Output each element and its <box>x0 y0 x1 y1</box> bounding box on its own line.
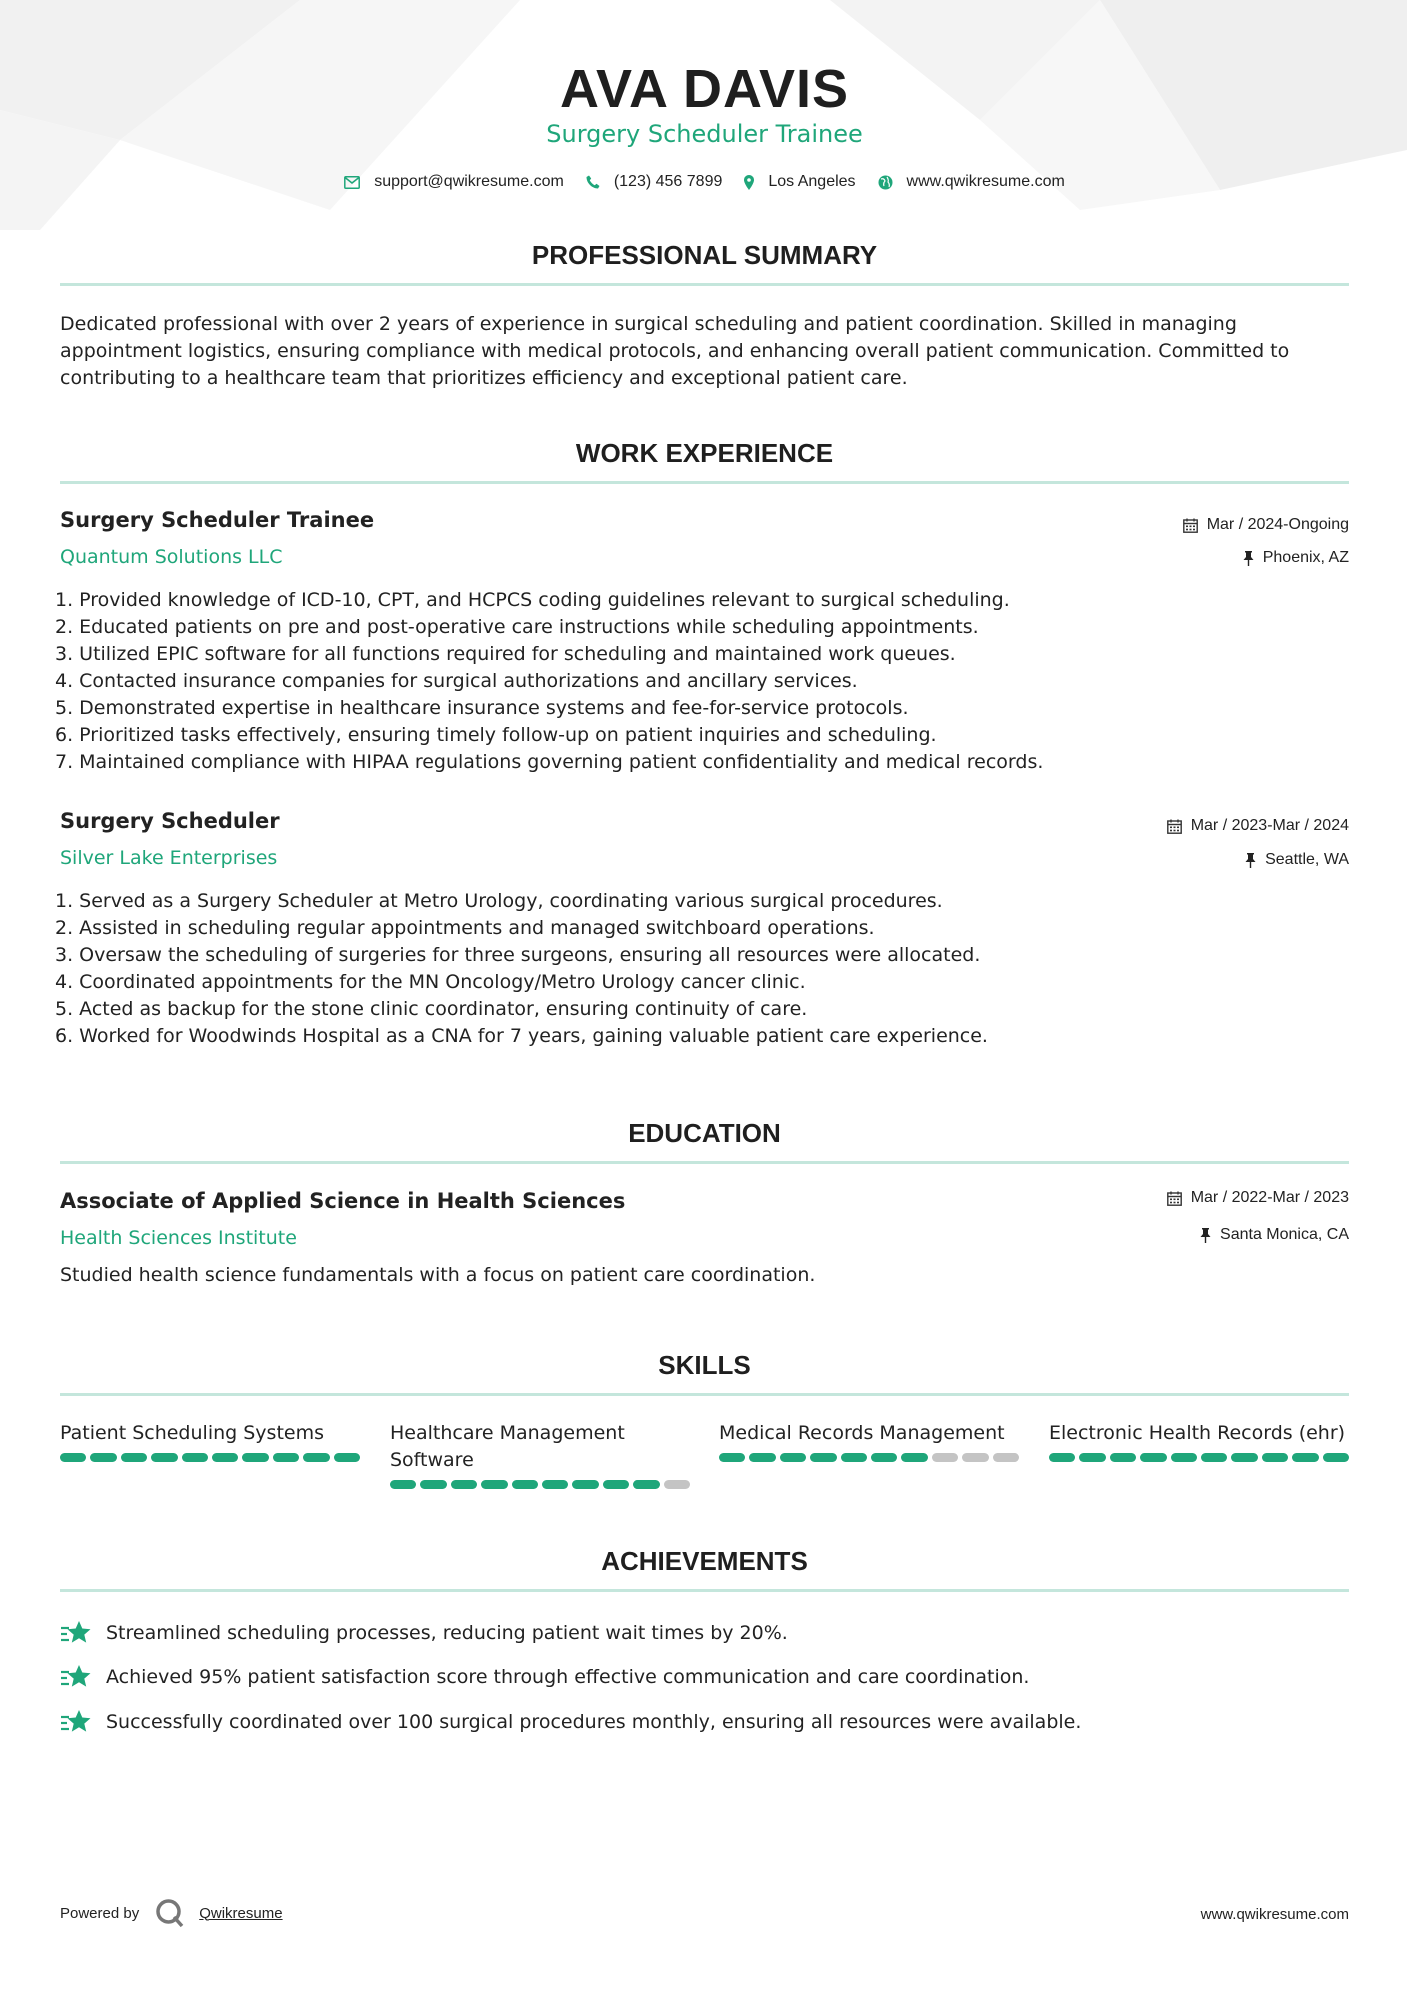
skill-segment-filled <box>1049 1453 1075 1462</box>
skill-level-bar <box>719 1453 1019 1462</box>
list-item: 2. Assisted in scheduling regular appointments and managed switchboard operations. <box>55 917 875 939</box>
skill-segment-filled <box>749 1453 775 1462</box>
candidate-title: Surgery Scheduler Trainee <box>546 120 863 148</box>
job-location-text: Phoenix, AZ <box>1262 549 1349 566</box>
skill-segment-filled <box>810 1453 836 1462</box>
list-item: 4. Contacted insurance companies for surgical authorizations and ancillary services. <box>55 670 858 692</box>
star-icon <box>60 1708 92 1736</box>
qwikresume-link[interactable]: Qwikresume <box>199 1904 283 1922</box>
education-dates-text: Mar / 2022-Mar / 2023 <box>1190 1189 1349 1206</box>
degree-title: Associate of Applied Science in Health Sciences <box>60 1189 626 1213</box>
skill-segment-filled <box>1140 1453 1166 1462</box>
skills-divider <box>60 1393 1349 1396</box>
achievement-item <box>60 1663 1029 1691</box>
skill-segment-filled <box>719 1453 745 1462</box>
list-item: 3. Oversaw the scheduling of surgeries for three surgeons, ensuring all resources were allocated. <box>55 944 981 966</box>
skill-level-bar <box>60 1453 360 1462</box>
skill-segment-empty <box>993 1453 1019 1462</box>
job-dates <box>1183 516 1349 534</box>
contact-email[interactable] <box>344 173 564 191</box>
job-location <box>1245 851 1349 869</box>
contact-bar <box>60 173 1349 191</box>
star-icon <box>60 1663 92 1691</box>
footer-website[interactable]: www.qwikresume.com <box>1200 1906 1349 1923</box>
experience-heading: WORK EXPERIENCE <box>575 438 834 468</box>
skill-segment-filled <box>151 1453 177 1462</box>
job-title: Surgery Scheduler Trainee <box>60 508 375 532</box>
job-title: Surgery Scheduler <box>60 809 280 833</box>
map-pin-icon <box>744 175 754 190</box>
footer-powered-by <box>60 1898 283 1928</box>
skill-segment-filled <box>572 1480 598 1489</box>
skill-segment-filled <box>1201 1453 1227 1462</box>
skill-segment-filled <box>242 1453 268 1462</box>
qwikresume-logo-icon <box>155 1898 185 1928</box>
pushpin-icon <box>1245 853 1256 868</box>
skill-item <box>60 1420 360 1462</box>
calendar-icon <box>1183 518 1198 533</box>
pushpin-icon <box>1200 1228 1211 1243</box>
calendar-icon <box>1167 819 1182 834</box>
achievement-text: Successfully coordinated over 100 surgical procedures monthly, ensuring all resources were available. <box>106 1711 1082 1733</box>
summary-divider <box>60 283 1349 286</box>
skill-segment-filled <box>542 1480 568 1489</box>
list-item: 6. Worked for Woodwinds Hospital as a CNA for 7 years, gaining valuable patient care experience. <box>55 1025 988 1047</box>
candidate-name: AVA DAVIS <box>559 59 850 119</box>
list-item: 1. Served as a Surgery Scheduler at Metro Urology, coordinating various surgical procedures. <box>55 890 943 912</box>
skill-segment-filled <box>273 1453 299 1462</box>
job-company: Silver Lake Enterprises <box>60 847 278 869</box>
job-dates-text: Mar / 2023-Mar / 2024 <box>1190 817 1349 834</box>
skills-heading: SKILLS <box>658 1350 751 1380</box>
skill-segment-empty <box>962 1453 988 1462</box>
education-location-text: Santa Monica, CA <box>1220 1226 1349 1243</box>
list-item: 6. Prioritized tasks effectively, ensuring timely follow-up on patient inquiries and scheduling. <box>55 724 937 746</box>
skill-segment-filled <box>1231 1453 1257 1462</box>
list-item: 5. Demonstrated expertise in healthcare insurance systems and fee-for-service protocols. <box>55 697 909 719</box>
skill-segment-filled <box>901 1453 927 1462</box>
skill-segment-empty <box>664 1480 690 1489</box>
skill-segment-filled <box>1110 1453 1136 1462</box>
skill-segment-filled <box>1171 1453 1197 1462</box>
skill-segment-empty <box>932 1453 958 1462</box>
location-text: Los Angeles <box>768 173 856 190</box>
skill-segment-filled <box>90 1453 116 1462</box>
skill-segment-filled <box>420 1480 446 1489</box>
skill-segment-filled <box>60 1453 86 1462</box>
education-dates <box>1167 1189 1349 1207</box>
skill-segment-filled <box>390 1480 416 1489</box>
achievements-heading: ACHIEVEMENTS <box>601 1546 808 1576</box>
job-dates <box>1167 817 1349 835</box>
education-description: Studied health science fundamentals with a focus on patient care coordination. <box>60 1264 816 1286</box>
achievements-divider <box>60 1589 1349 1592</box>
email-text: support@qwikresume.com <box>374 173 564 190</box>
star-icon <box>60 1619 92 1647</box>
education-heading: EDUCATION <box>628 1118 781 1148</box>
skill-name: Patient Scheduling Systems <box>60 1422 324 1444</box>
job-bullets <box>55 888 1344 1050</box>
list-item: 7. Maintained compliance with HIPAA regulations governing patient confidentiality and medical records. <box>55 751 1044 773</box>
skill-segment-filled <box>841 1453 867 1462</box>
job-bullets <box>55 587 1344 776</box>
list-item: 2. Educated patients on pre and post-operative care instructions while scheduling appointments. <box>55 616 979 638</box>
envelope-icon <box>344 176 360 189</box>
contact-website[interactable] <box>878 173 1065 191</box>
skill-segment-filled <box>182 1453 208 1462</box>
skill-segment-filled <box>1323 1453 1349 1462</box>
education-divider <box>60 1161 1349 1164</box>
skill-item <box>719 1420 1019 1462</box>
skill-segment-filled <box>633 1480 659 1489</box>
calendar-icon <box>1167 1191 1182 1206</box>
skill-segment-filled <box>121 1453 147 1462</box>
skill-segment-filled <box>871 1453 897 1462</box>
achievement-item <box>60 1708 1081 1736</box>
skill-segment-filled <box>1262 1453 1288 1462</box>
job-company: Quantum Solutions LLC <box>60 546 283 568</box>
phone-icon <box>586 175 600 189</box>
list-item: 1. Provided knowledge of ICD-10, CPT, and HCPCS coding guidelines relevant to surgical scheduling. <box>55 589 1010 611</box>
skill-segment-filled <box>512 1480 538 1489</box>
skill-level-bar <box>1049 1453 1349 1462</box>
skill-segment-filled <box>1079 1453 1105 1462</box>
summary-text: Dedicated professional with over 2 years of experience in surgical scheduling and patient coordination. Skilled in managing appointment logistics, ensuring compliance with medical protocols, and enhancing overall patient communication. Committed to contributing to a healthcare team that prioritizes efficiency and exceptional patient care. <box>60 313 1290 389</box>
skill-item <box>1049 1420 1349 1462</box>
education-location <box>1200 1226 1349 1244</box>
phone-text: (123) 456 7899 <box>613 173 723 190</box>
school-name: Health Sciences Institute <box>60 1227 297 1249</box>
contact-location <box>744 173 855 191</box>
job-location <box>1243 549 1349 567</box>
skill-segment-filled <box>1292 1453 1318 1462</box>
skill-name: Electronic Health Records (ehr) <box>1049 1422 1346 1444</box>
globe-icon <box>878 175 893 190</box>
skill-level-bar <box>390 1480 690 1489</box>
job-location-text: Seattle, WA <box>1265 851 1349 868</box>
achievement-text: Streamlined scheduling processes, reducing patient wait times by 20%. <box>106 1622 788 1644</box>
achievement-text: Achieved 95% patient satisfaction score through effective communication and care coordination. <box>106 1666 1030 1688</box>
list-item: 4. Coordinated appointments for the MN Oncology/Metro Urology cancer clinic. <box>55 971 806 993</box>
list-item: 5. Acted as backup for the stone clinic coordinator, ensuring continuity of care. <box>55 998 808 1020</box>
skill-segment-filled <box>481 1480 507 1489</box>
experience-divider <box>60 481 1349 484</box>
website-text: www.qwikresume.com <box>906 173 1065 190</box>
job-dates-text: Mar / 2024-Ongoing <box>1206 516 1349 533</box>
skill-segment-filled <box>303 1453 329 1462</box>
skill-segment-filled <box>212 1453 238 1462</box>
skill-segment-filled <box>603 1480 629 1489</box>
skill-name: Medical Records Management <box>719 1422 1005 1444</box>
skill-segment-filled <box>451 1480 477 1489</box>
skill-segment-filled <box>334 1453 360 1462</box>
contact-phone[interactable] <box>586 173 723 191</box>
achievement-item <box>60 1619 788 1647</box>
list-item: 3. Utilized EPIC software for all functions required for scheduling and maintained work queues. <box>55 643 956 665</box>
powered-by-label: Powered by <box>60 1904 140 1922</box>
skill-item <box>390 1420 690 1489</box>
pushpin-icon <box>1243 551 1254 566</box>
skill-name: Healthcare Management Software <box>390 1422 625 1471</box>
skill-segment-filled <box>780 1453 806 1462</box>
summary-heading: PROFESSIONAL SUMMARY <box>531 240 878 270</box>
